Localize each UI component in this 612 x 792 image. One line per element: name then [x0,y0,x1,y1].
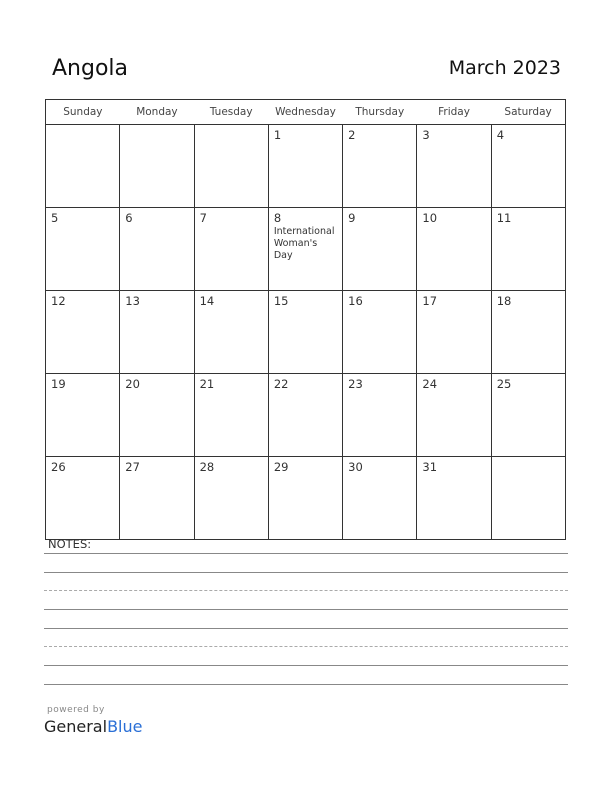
day-number: 2 [348,128,356,142]
week-row [46,125,566,208]
day-cell [194,374,268,457]
note-line [44,590,568,591]
weekday-tuesday: Tuesday [194,100,268,125]
day-cell [491,374,565,457]
day-number: 21 [199,377,215,391]
day-number: 6 [125,211,133,225]
powered-by-text: powered by [47,705,105,715]
note-line [44,572,568,573]
day-cell [46,125,120,208]
day-cell [194,457,268,540]
day-number: 28 [199,460,215,474]
day-cell [120,291,194,374]
day-cell [268,208,342,291]
day-number: 14 [199,294,215,308]
month-title: March 2023 [448,57,561,79]
day-cell [417,208,491,291]
day-number: 10 [422,211,438,225]
week-row [46,291,566,374]
day-number: 29 [273,460,289,474]
weekday-monday: Monday [120,100,194,125]
day-cell [343,208,417,291]
day-number: 9 [348,211,356,225]
day-cell [268,374,342,457]
weekday-wednesday: Wednesday [268,100,342,125]
day-cell [343,374,417,457]
day-number: 4 [496,128,505,142]
calendar-grid [45,99,566,540]
day-cell [120,374,194,457]
day-cell [417,457,491,540]
day-cell [268,125,342,208]
day-cell [268,457,342,540]
note-line [44,684,568,685]
day-number: 13 [125,294,140,308]
day-number: 15 [273,294,289,308]
day-number: 24 [422,377,438,391]
day-cell [194,291,268,374]
day-cell [343,457,417,540]
brand-logo [44,717,142,736]
week-row [46,374,566,457]
weekday-thursday: Thursday [343,100,417,125]
day-number: 26 [51,460,66,474]
weekday-friday: Friday [417,100,491,125]
day-number: 27 [125,460,140,474]
day-number: 8 [273,211,282,225]
weekday-saturday: Saturday [491,100,565,125]
day-cell [417,374,491,457]
day-cell [120,208,194,291]
day-cell [343,291,417,374]
day-number: 5 [51,211,59,225]
day-cell [46,374,120,457]
day-cell [120,125,194,208]
day-cell [417,291,491,374]
day-number: 22 [273,377,289,391]
weekday-header-row [46,100,566,125]
holiday-label: International Woman's Day [273,226,335,261]
day-number: 1 [273,128,282,142]
day-number: 16 [348,294,363,308]
note-line [44,665,568,666]
day-number: 19 [51,377,66,391]
day-number: 30 [348,460,363,474]
note-line [44,553,568,554]
day-number: 7 [199,211,207,225]
brand-part-general: General [44,717,108,736]
day-cell [268,291,342,374]
day-number: 31 [422,460,438,474]
day-number: 25 [496,377,512,391]
day-number: 18 [496,294,512,308]
day-number: 17 [422,294,438,308]
country-title: Angola [52,56,129,81]
day-number: 3 [422,128,430,142]
note-line [44,646,568,647]
day-cell [194,208,268,291]
day-number: 20 [125,377,140,391]
brand-part-blue: Blue [107,717,143,736]
day-cell [46,208,120,291]
day-cell [343,125,417,208]
note-line [44,609,568,610]
notes-label: NOTES: [48,537,92,551]
day-cell [46,457,120,540]
day-cell [417,125,491,208]
day-cell [194,125,268,208]
week-row [46,457,566,540]
day-cell [491,125,565,208]
day-cell [120,457,194,540]
day-number: 12 [51,294,66,308]
weekday-sunday: Sunday [46,100,120,125]
week-row [46,208,566,291]
day-cell [491,208,565,291]
day-cell [491,291,565,374]
day-cell [46,291,120,374]
note-line [44,628,568,629]
day-number: 11 [496,211,512,225]
day-cell [491,457,565,540]
day-number: 23 [348,377,363,391]
